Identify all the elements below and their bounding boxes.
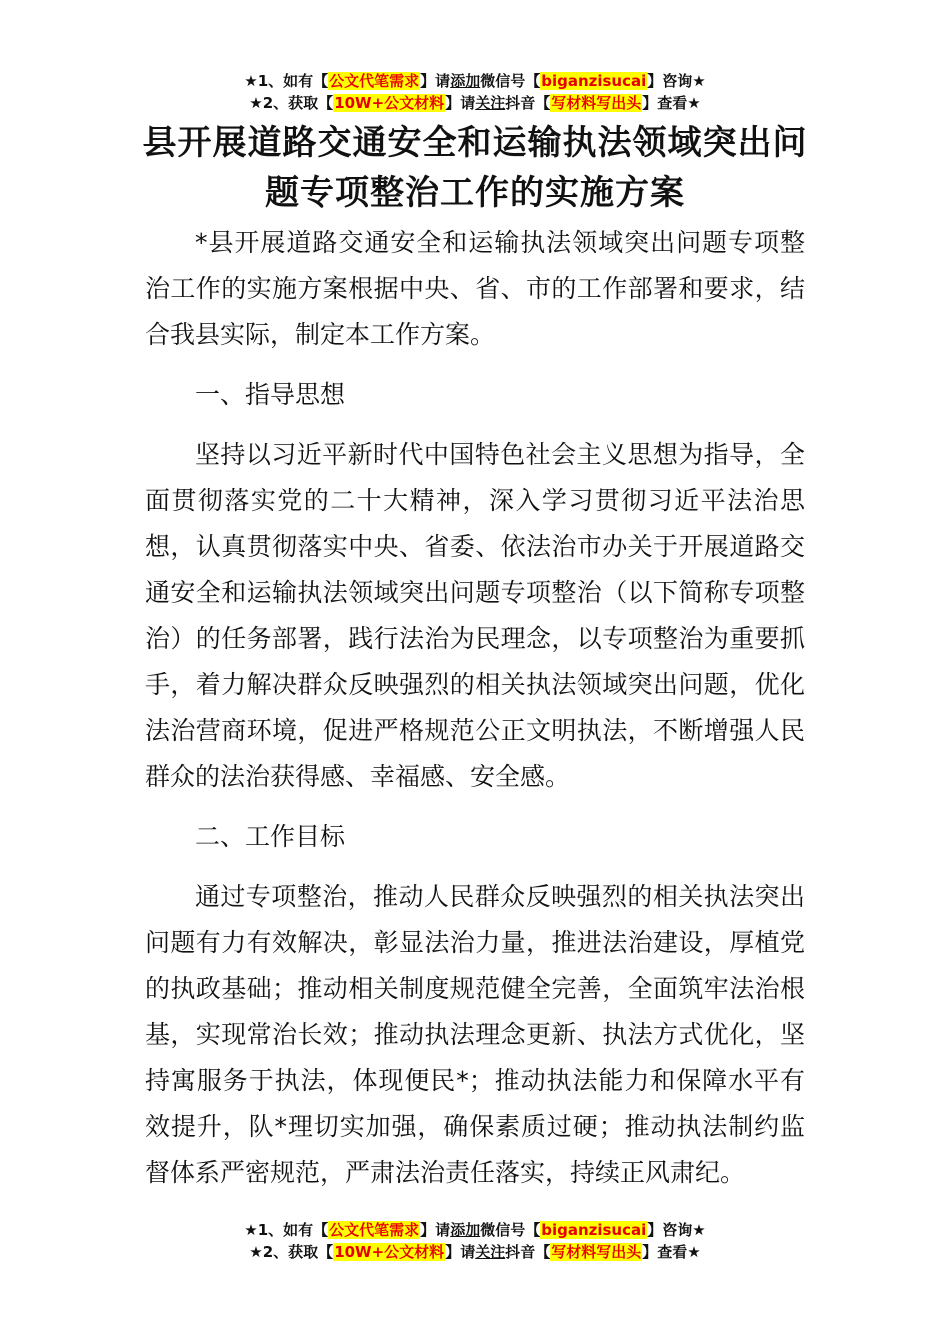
promo-highlight: 10W+公文材料	[334, 1243, 445, 1261]
promo-text: 抖音【	[505, 94, 551, 112]
promo-line-2	[0, 92, 950, 114]
promo-emphasis: 添加	[450, 72, 481, 90]
section-paragraph-work-goals: 通过专项整治，推动人民群众反映强烈的相关执法突出问题有力有效解决，彰显法治力量，推进法治建设，厚植党的执政基础；推动相关制度规范健全完善，全面筑牢法治根基，实现常治长效；推动执法理念更新、执法方式优化，坚持寓服务于执法，体现便民*；推动执法能力和保障水平有效提升，队*理切实加强，确保素质过硬；推动执法制约监督体系严密规范，严肃法治责任落实，持续正风肃纪。	[145, 882, 805, 1187]
promo-highlight: 写材料写出头	[551, 1243, 642, 1261]
promo-text: 】请	[420, 72, 451, 90]
promo-line-1	[0, 1219, 950, 1241]
section-heading-work-goals: 二、工作目标	[195, 822, 346, 851]
promo-text: ★1、如有【	[244, 72, 329, 90]
promo-text: 抖音【	[505, 1243, 551, 1261]
promo-highlight: 公文代笔需求	[329, 72, 420, 90]
promo-text: 】请	[445, 1243, 476, 1261]
promo-banner-top	[0, 70, 950, 114]
promo-text: 】查看★	[642, 1243, 701, 1261]
promo-emphasis: 添加	[450, 1221, 481, 1239]
promo-highlight: 10W+公文材料	[334, 94, 445, 112]
promo-text: ★2、获取【	[249, 1243, 334, 1261]
document-body	[145, 220, 805, 1210]
promo-text: 微信号【	[480, 72, 541, 90]
promo-highlight: biganzisucai	[541, 1221, 647, 1239]
promo-highlight: 写材料写出头	[551, 94, 642, 112]
promo-emphasis: 关注	[475, 94, 506, 112]
promo-line-2	[0, 1241, 950, 1263]
section-paragraph-guiding-thought: 坚持以习近平新时代中国特色社会主义思想为指导，全面贯彻落实党的二十大精神，深入学习贯彻习近平法治思想，认真贯彻落实中央、省委、依法治市办关于开展道路交通安全和运输执法领域突出问题专项整治（以下简称专项整治）的任务部署，践行法治为民理念，以专项整治为重要抓手，着力解决群众反映强烈的相关执法领域突出问题，优化法治营商环境，促进严格规范公正文明执法，不断增强人民群众的法治获得感、幸福感、安全感。	[145, 440, 805, 791]
document-title	[0, 118, 950, 218]
promo-text: 】咨询★	[647, 1221, 706, 1239]
promo-highlight: 公文代笔需求	[329, 1221, 420, 1239]
promo-text: ★2、获取【	[249, 94, 334, 112]
promo-highlight: biganzisucai	[541, 72, 647, 90]
intro-paragraph: *县开展道路交通安全和运输执法领域突出问题专项整治工作的实施方案根据中央、省、市的工作部署和要求，结合我县实际，制定本工作方案。	[145, 228, 805, 349]
promo-text: 】咨询★	[647, 72, 706, 90]
document-title-line-2: 题专项整治工作的实施方案	[265, 173, 685, 213]
document-title-line-1: 县开展道路交通安全和运输执法领域突出问	[142, 123, 808, 163]
promo-text: 】请	[420, 1221, 451, 1239]
promo-emphasis: 关注	[475, 1243, 506, 1261]
section-heading-guiding-thought: 一、指导思想	[195, 380, 346, 409]
promo-text: 】查看★	[642, 94, 701, 112]
promo-text: 微信号【	[480, 1221, 541, 1239]
promo-line-1	[0, 70, 950, 92]
promo-banner-bottom	[0, 1219, 950, 1263]
promo-text: ★1、如有【	[244, 1221, 329, 1239]
promo-text: 】请	[445, 94, 476, 112]
